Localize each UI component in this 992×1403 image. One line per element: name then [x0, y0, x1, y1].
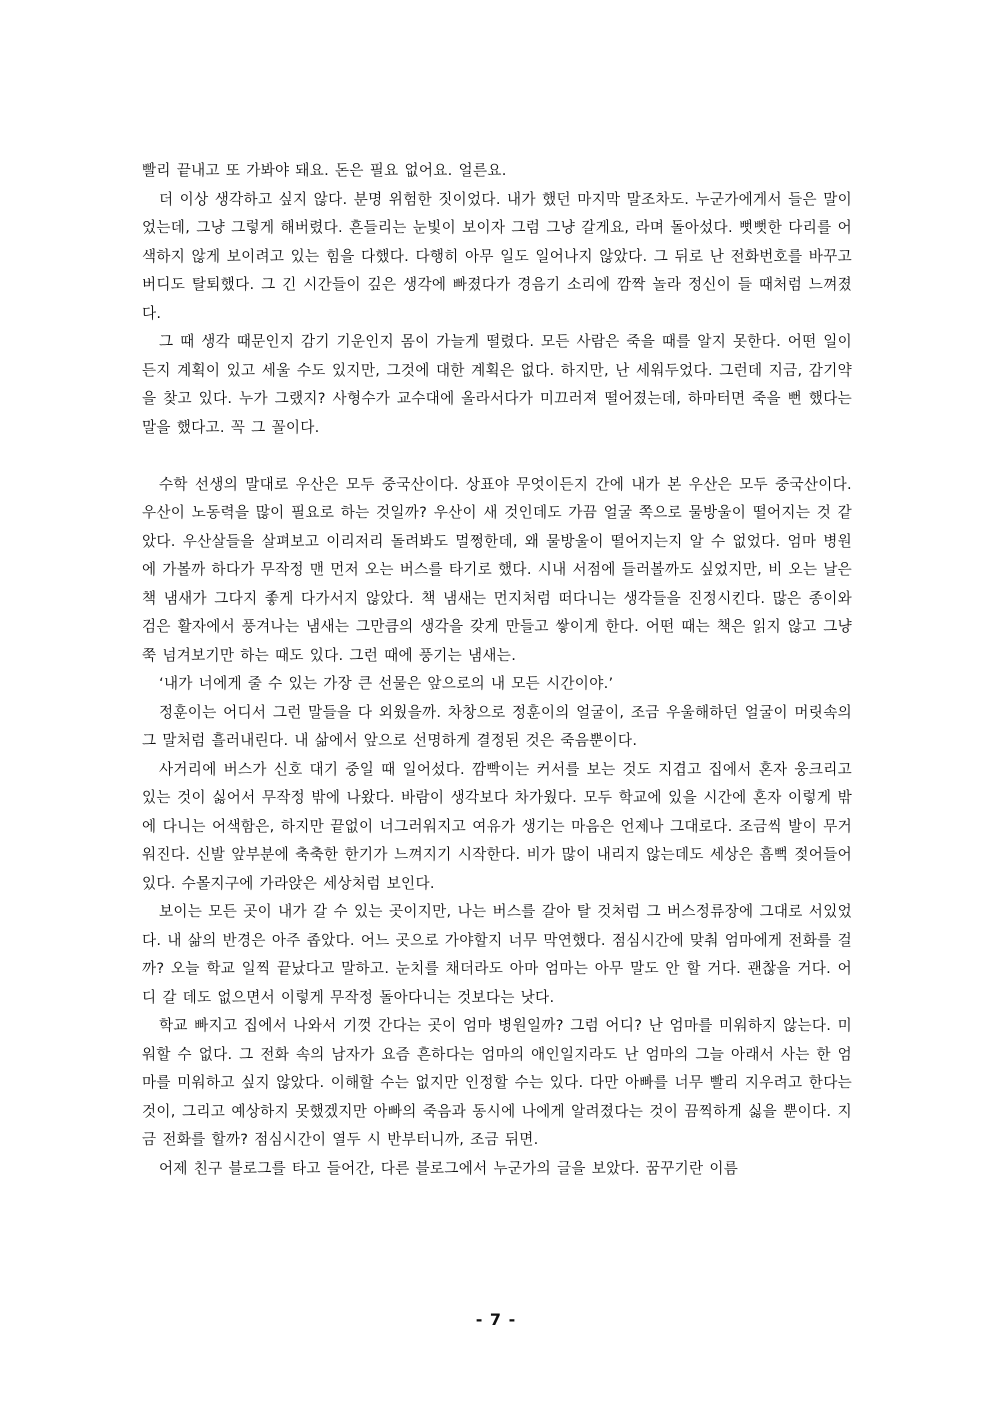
paragraph: 빨리 끝내고 또 가봐야 돼요. 돈은 필요 없어요. 얼른요.	[142, 162, 507, 179]
paragraph: 사거리에 버스가 신호 대기 중일 때 일어섰다. 깜빡이는 커서를 보는 것도 지겹고 집에서 혼자 웅크리고 있는 것이 싫어서 무작정 밖에 나왔다. 바람이 생각보다 차가웠다. 모두 학교에 있을 시간에 혼자 이렇게 밖에 다니는 어색함은, 하지만 끝없이 너그러워지고 여유가 생기는 마음은 언제나 그대로다. 조금씩 발이 무거워진다. 신발 앞부분에 축축한 한기가 느껴지기 시작한다. 비가 많이 내리지 않는데도 세상은 흠뻑 젖어들어 있다. 수몰지구에 가라앉은 세상처럼 보인다.	[142, 760, 852, 892]
section-break	[142, 442, 852, 471]
paragraph: 더 이상 생각하고 싶지 않다. 분명 위험한 짓이었다. 내가 했던 마지막 말조차도. 누군가에게서 들은 말이었는데, 그냥 그렇게 해버렸다. 흔들리는 눈빛이 보이자 그럼 그냥 갈게요, 라며 돌아섰다. 뻣뻣한 다리를 어색하지 않게 보이려고 있는 힘을 다했다. 다행히 아무 일도 일어나지 않았다. 그 뒤로 난 전화번호를 바꾸고 버디도 탈퇴했다. 그 긴 시간들이 깊은 생각에 빠졌다가 경음기 소리에 깜짝 놀라 정신이 들 때처럼 느껴졌다.	[142, 190, 852, 322]
quote-paragraph: ‘내가 너에게 줄 수 있는 가장 큰 선물은 앞으로의 내 모든 시간이야.’	[159, 675, 614, 692]
body-text	[142, 157, 852, 1183]
paragraph: 정훈이는 어디서 그런 말들을 다 외웠을까. 차창으로 정훈이의 얼굴이, 조금 우울해하던 얼굴이 머릿속의 그 말처럼 흘러내린다. 내 삶에서 앞으로 선명하게 결정된 것은 죽음뿐이다.	[142, 703, 852, 749]
paragraph: 보이는 모든 곳이 내가 갈 수 있는 곳이지만, 나는 버스를 갈아 탈 것처럼 그 버스정류장에 그대로 서있었다. 내 삶의 반경은 아주 좁았다. 어느 곳으로 가야할지 너무 막연했다. 점심시간에 맞춰 엄마에게 전화를 걸까? 오늘 학교 일찍 끝났다고 말하고. 눈치를 채더라도 아마 엄마는 아무 말도 안 할 거다. 괜찮을 거다. 어디 갈 데도 없으면서 이렇게 무작정 돌아다니는 것보다는 낫다.	[142, 903, 852, 1006]
paragraph: 학교 빠지고 집에서 나와서 기껏 간다는 곳이 엄마 병원일까? 그럼 어디? 난 엄마를 미워하지 않는다. 미워할 수 없다. 그 전화 속의 남자가 요즘 흔하다는 엄마의 애인일지라도 난 엄마의 그늘 아래서 사는 한 엄마를 미워하고 싶지 않았다. 이해할 수는 없지만 인정할 수는 있다. 다만 아빠를 너무 빨리 지우려고 한다는 것이, 그리고 예상하지 못했겠지만 아빠의 죽음과 동시에 나에게 알려졌다는 것이 끔찍하게 싫을 뿐이다. 지금 전화를 할까? 점심시간이 열두 시 반부터니까, 조금 뒤면.	[142, 1017, 852, 1148]
page-number: - 7 -	[475, 1310, 517, 1329]
paragraph: 수학 선생의 말대로 우산은 모두 중국산이다. 상표야 무엇이든지 간에 내가 본 우산은 모두 중국산이다. 우산이 노동력을 많이 필요로 하는 것일까? 우산이 새 것인데도 가끔 얼굴 쪽으로 물방울이 떨어지는 것 같았다. 우산살들을 살펴보고 이리저리 돌려봐도 멀쩡한데, 왜 물방울이 떨어지는지 알 수 없었다. 엄마 병원에 가볼까 하다가 무작정 맨 먼저 오는 버스를 타기로 했다. 시내 서점에 들러볼까도 싶었지만, 비 오는 날은 책 냄새가 그다지 좋게 다가서지 않았다. 책 냄새는 먼지처럼 떠다니는 생각들을 진정시킨다. 많은 종이와 검은 활자에서 풍겨나는 냄새는 그만큼의 생각을 갖게 만들고 쌓이게 한다. 어떤 때는 책은 읽지 않고 그냥 쭉 넘겨보기만 하는 때도 있다. 그런 때에 풍기는 냄새는.	[142, 475, 852, 664]
paragraph: 그 때 생각 때문인지 감기 기운인지 몸이 가늘게 떨렸다. 모든 사람은 죽을 때를 알지 못한다. 어떤 일이든지 계획이 있고 세울 수도 있지만, 그것에 대한 계획은 없다. 하지만, 난 세워두었다. 그런데 지금, 감기약을 찾고 있다. 누가 그랬지? 사형수가 교수대에 올라서다가 미끄러져 떨어졌는데, 하마터면 죽을 뻔 했다는 말을 했다고. 꼭 그 꼴이다.	[142, 333, 852, 436]
paragraph: 어제 친구 블로그를 타고 들어간, 다른 블로그에서 누군가의 글을 보았다. 꿈꾸기란 이름	[159, 1159, 739, 1177]
